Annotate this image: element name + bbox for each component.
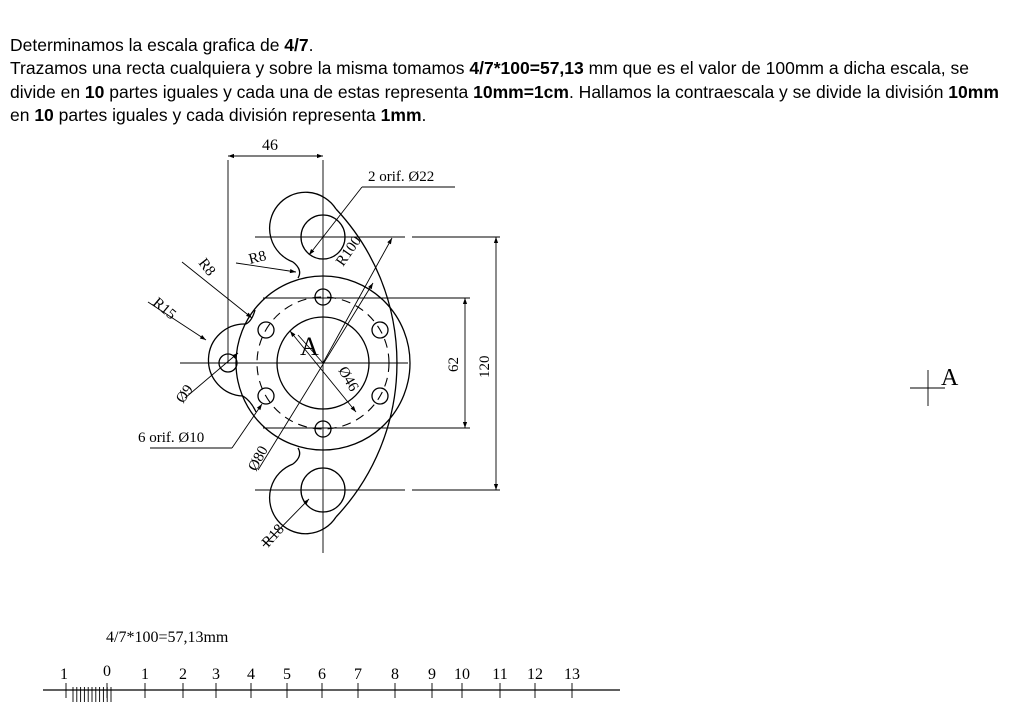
- scale-number: 3: [212, 666, 220, 683]
- text-run: .: [421, 104, 427, 125]
- text-run: en: [10, 104, 35, 125]
- r8-left-label: R8: [194, 255, 219, 280]
- d9-label: Ø9: [173, 382, 197, 407]
- scale-number: 1: [141, 666, 149, 683]
- centerlines: [180, 160, 470, 553]
- scale-number: 0: [103, 663, 111, 680]
- holes-6-label: 6 orif. Ø10: [138, 430, 205, 446]
- scale-number: 9: [428, 666, 436, 683]
- text-run: .: [308, 35, 314, 55]
- text-bold: 1mm: [380, 104, 422, 125]
- scale-number: 6: [318, 666, 326, 683]
- center-a-label: A: [300, 332, 319, 361]
- drawing-labels: [138, 137, 493, 551]
- text-run: partes iguales y cada división representa: [53, 104, 381, 125]
- r15-label: R15: [149, 294, 179, 324]
- dim-120: 120: [477, 355, 493, 378]
- main-scale-ticks: [103, 663, 580, 698]
- text-bold: 10: [34, 104, 54, 125]
- text-run: Trazamos una recta cualquiera y sobre la misma tomamos: [10, 58, 470, 79]
- text-run: . Hallamos la contraescala y se divide la división: [568, 81, 949, 102]
- contra-scale-ticks: [73, 687, 111, 702]
- scale-label: 4/7*100=57,13mm: [106, 629, 229, 646]
- text-run: partes iguales y cada una de estas representa: [104, 81, 474, 102]
- scale-number: 4: [247, 666, 255, 683]
- text-run: Determinamos la escala grafica de: [10, 35, 285, 55]
- text-bold: 4/7*100=57,13: [469, 58, 584, 79]
- r100-label: R100: [333, 233, 365, 270]
- holes-2-label: 2 orif. Ø22: [368, 169, 435, 185]
- scale-number: 2: [179, 666, 187, 683]
- dim-46: 46: [262, 137, 278, 154]
- d80-label: Ø80: [245, 443, 272, 474]
- text-bold: 10mm: [948, 81, 999, 102]
- scale-number: 12: [527, 666, 543, 683]
- scale-number: 7: [354, 666, 362, 683]
- text-run: mm que es el valor de 100mm a dicha escala, se divide en: [10, 58, 969, 102]
- scale-number: 8: [391, 666, 399, 683]
- graphic-scale: [43, 629, 620, 702]
- d46-label: Ø46: [334, 364, 362, 395]
- scale-number: 10: [454, 666, 470, 683]
- dim-62: 62: [446, 357, 462, 372]
- point-a: [910, 365, 959, 406]
- scale-back-label: 1: [60, 666, 68, 683]
- r18-label: R18: [259, 521, 288, 551]
- text-bold: 10mm=1cm: [473, 81, 569, 102]
- scale-number: 11: [492, 666, 508, 683]
- text-bold: 10: [84, 81, 105, 102]
- scale-number: 5: [283, 666, 291, 683]
- text-bold: 4/7: [284, 35, 309, 55]
- point-a-label: A: [941, 365, 959, 391]
- scale-number: 13: [564, 666, 580, 683]
- r8-top-label: R8: [247, 248, 268, 268]
